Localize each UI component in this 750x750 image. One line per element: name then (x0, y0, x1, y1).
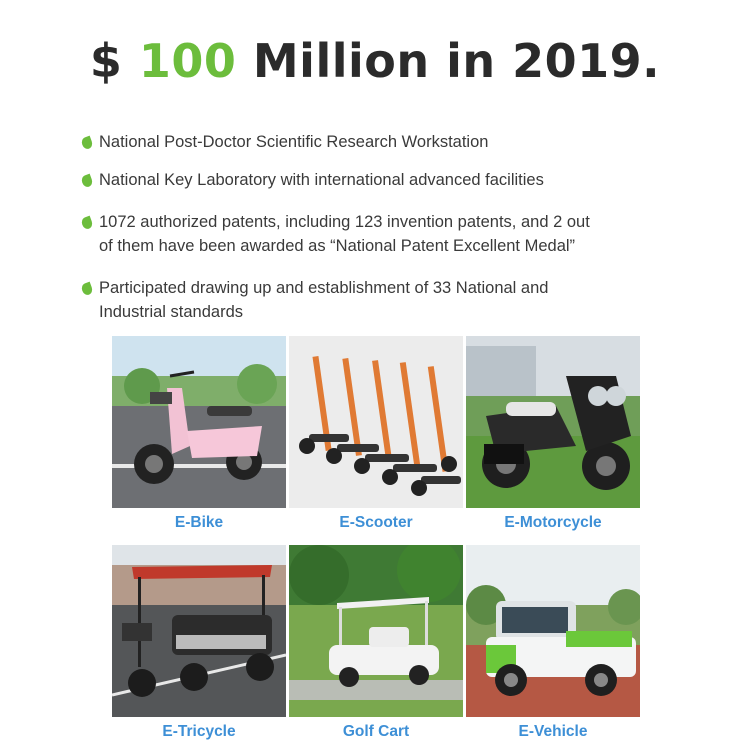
list-item (82, 276, 548, 324)
product-label: E-Scooter (339, 514, 413, 531)
product-tile-e-bike[interactable] (112, 336, 286, 532)
list-item (82, 210, 590, 258)
golf-cart-photo (289, 545, 463, 717)
headline (0, 34, 750, 88)
product-label: E-Vehicle (518, 723, 588, 740)
list-item (82, 130, 488, 154)
product-tile-e-vehicle[interactable] (466, 545, 640, 741)
list-item-text: Participated drawing up and establishment of 33 National and Industrial standards (99, 279, 549, 321)
leaf-bullet-icon (80, 282, 94, 297)
e-vehicle-photo (466, 545, 640, 717)
leaf-bullet-icon (80, 136, 94, 151)
headline-accent-number: 100 (138, 34, 237, 88)
product-tile-e-motorcycle[interactable] (466, 336, 640, 532)
product-label: E-Bike (174, 514, 224, 531)
list-item-text: National Key Laboratory with international advanced facilities (99, 171, 544, 189)
headline-prefix: $ (89, 34, 139, 88)
list-item-text: 1072 authorized patents, including 123 invention patents, and 2 out of them have been awarded as “National Patent Excellent Medal” (99, 213, 590, 255)
product-tile-golf-cart[interactable] (289, 545, 463, 741)
product-tile-e-tricycle[interactable] (112, 545, 286, 741)
e-tricycle-photo (112, 545, 286, 717)
e-motorcycle-photo (466, 336, 640, 508)
list-item-text: National Post-Doctor Scientific Research Workstation (99, 133, 489, 151)
leaf-bullet-icon (80, 216, 94, 231)
product-tile-e-scooter[interactable] (289, 336, 463, 532)
e-scooter-photo (289, 336, 463, 508)
leaf-bullet-icon (80, 174, 94, 189)
headline-suffix: Million in 2019. (236, 34, 661, 88)
product-label: E-Motorcycle (504, 514, 602, 531)
product-label: Golf Cart (342, 723, 410, 740)
e-bike-photo (112, 336, 286, 508)
list-item (82, 168, 544, 192)
product-label: E-Tricycle (162, 723, 236, 740)
